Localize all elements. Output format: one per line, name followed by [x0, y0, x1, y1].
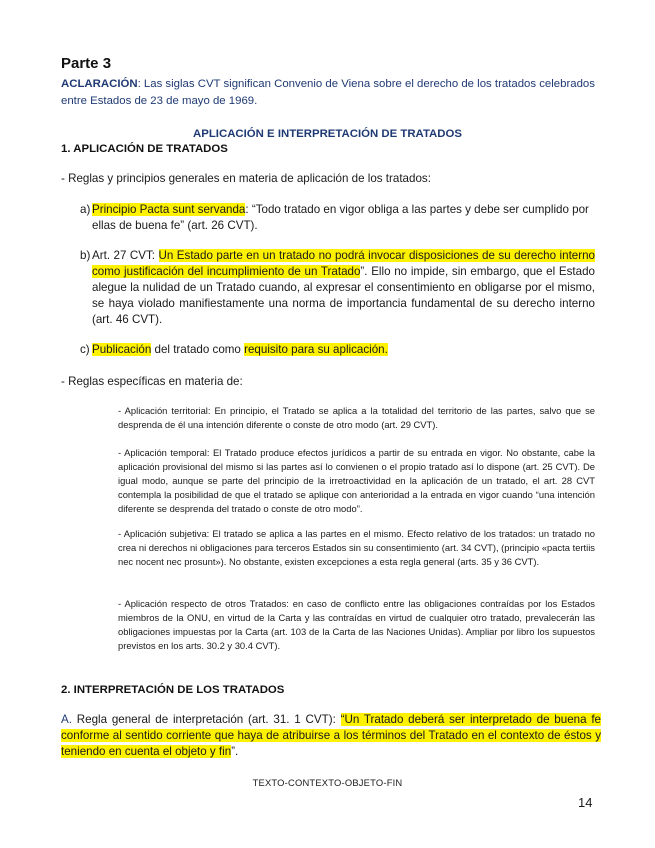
item-c-highlight-1: Publicación — [92, 343, 152, 356]
item-c-text: del tratado como — [151, 343, 245, 356]
item-a-pacta-sunt-servanda — [80, 202, 595, 234]
section-2-text: Regla general de interpretación (art. 31. 1 CVT): — [71, 713, 341, 726]
item-b-prefix: Art. 27 CVT: — [92, 249, 159, 262]
specific-rule-otros-tratados: - Aplicación respecto de otros Tratados: en caso de conflicto entre las obligaciones contraídas por los Estados miembros de la ONU, en virtud de la Carta y las contraídas en virtud de cualquier otro tratado, prevalecerán las obligaciones impuestas por la Carta (art. 103 de la Carta de las Naciones Unidas). Ampliar por libro los supuestos previstos en los arts. 30.2 y 30.4 CVT). — [118, 598, 595, 651]
section-2-title: 2. INTERPRETACIÓN DE LOS TRATADOS — [61, 684, 285, 696]
section-2-marker: A. — [61, 713, 72, 726]
section-2-end: ”. — [231, 745, 239, 758]
part-title: Parte 3 — [61, 55, 112, 72]
specific-rule-territorial: - Aplicación territorial: En principio, el Tratado se aplica a la totalidad del territorio de las partes, salvo que se desprenda de él una intención diferente o conste de otro modo (art. 29 CVT). — [118, 405, 595, 430]
item-c-marker: c) — [80, 343, 90, 356]
center-heading: APLICACIÓN E INTERPRETACIÓN DE TRATADOS — [193, 128, 462, 140]
item-a-highlight: Principio Pacta sunt servanda — [92, 203, 246, 216]
specific-rule-temporal: - Aplicación temporal: El Tratado produce efectos jurídicos a partir de su entrada en vigor. No obstante, cabe la aplicación provisional del mismo si las partes así lo convienen o el propio tratado así lo dispone (art. 25 CVT). De igual modo, aunque se parte del principio de la irretroactividad en la aplicación de un tratado, el art. 28 CVT contempla la posibilidad de que el tratado se aplique con anterioridad a la entrada en vigor cuando “una intención diferente se desprenda del tratado o conste de otro modo”. — [118, 447, 595, 514]
item-b-art-27 — [80, 248, 595, 328]
aclaracion-text: : Las siglas CVT significan Convenio de Viena sobre el derecho de los tratados celebrados entre Estados de 23 de mayo de 1969. — [61, 78, 595, 107]
aclaracion-note — [61, 76, 601, 110]
aclaracion-label: ACLARACIÓN — [61, 78, 138, 90]
item-a-marker: a) — [80, 203, 91, 216]
section-1-intro: - Reglas y principios generales en materia de aplicación de los tratados: — [61, 172, 431, 185]
section-2-highlight: “Un Tratado deberá ser interpretado de buena fe conforme al sentido corriente que haya de atribuirse a los términos del Tratado en el contexto de éstos y teniendo en cuenta el objeto y fin — [61, 713, 601, 758]
item-b-marker: b) — [80, 249, 91, 262]
footer-keywords: TEXTO-CONTEXTO-OBJETO-FIN — [252, 777, 403, 788]
item-b-highlight: Un Estado parte en un tratado no podrá invocar disposiciones de su derecho interno como justificación del incumplimiento de un Tratado — [92, 249, 595, 278]
specific-rule-subjetiva: - Aplicación subjetiva: El tratado se aplica a las partes en el mismo. Efecto relativo de los tratados: un tratado no crea ni derechos ni obligaciones para terceros Estados sin su consentimiento (art. 34 CVT), (principio «pacta tertiis nec nocent nec prosunt»). No obstante, existen excepciones a esta regla general (arts. 35 y 36 CVT). — [118, 528, 595, 567]
page-number: 14 — [578, 795, 593, 810]
item-a-text: : “Todo tratado en vigor obliga a las partes y debe ser cumplido por ellas de buena fe” (art. 26 CVT). — [92, 203, 589, 232]
section-2-item-a — [61, 712, 601, 760]
item-c-publicacion — [80, 342, 595, 358]
specific-rules-intro: - Reglas específicas en materia de: — [61, 375, 243, 388]
section-1-title: 1. APLICACIÓN DE TRATADOS — [61, 143, 228, 155]
item-b-text: ”. Ello no impide, sin embargo, que el Estado alegue la nulidad de un Tratado cuando, al expresar el consentimiento en obligarse por el mismo, se haya violado manifiestamente una norma de importancia fundamental de su derecho interno (art. 46 CVT). — [92, 265, 595, 326]
item-c-highlight-2: requisito para su aplicación. — [244, 343, 388, 356]
